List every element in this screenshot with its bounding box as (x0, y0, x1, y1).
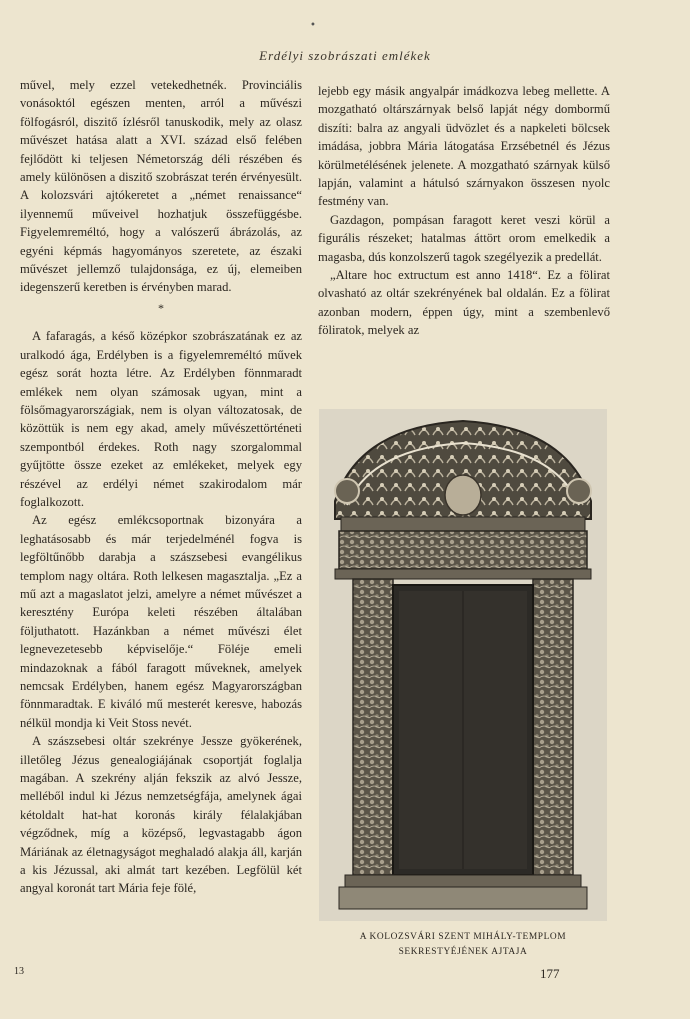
right-paragraph-3: „Altare hoc extructum est anno 1418“. Ez a fölirat olvasható az oltár szekrényének bal oldalán. Ez a fölirat azonban modern, éppen úgy, mint a szembenlevő föliratok, melyek az (318, 268, 610, 338)
left-paragraph-1: művel, mely ezzel vetekedhetnék. Provinciális vonásoktól egészen menten, arról a művészi fölfogásról, diszitő ízlésről tanuskodik, mely az olasz művészet hatása alatt a XVI. század első felében fejlődött ki teljesen Németország déli részében és amely különösen a diszitő szobrászat terén érvényesült. A kolozsvári ajtókeretet a „német renaissance“ ilyennemű műveivel hozhatjuk összefüggésbe. Figyelemreméltó, hogy a valószerű ábrázolás, az egyéni képmás hagyományos szeretete, az északi művészet jellemző tulajdonsága, ez új, elemeiben idegenszerű keretben is érvényben marad. (20, 78, 302, 295)
left-paragraph-2: A fafaragás, a késő középkor szobrászatának ez az uralkodó ága, Erdélyben is a figyelemreméltó művek egész sorát hozta létre. Az Erdélyben fönnmaradt emlékek nem olyan számosak ugyan, mint a fölsőmagyarországiak, nem is olyan változatosak, de közöttük is nem egy akad, amely művészettörténeti szempontból érdekes. Roth nagy szorgalommal gyűjtötte össze ezeket az emlékeket, melyek egy részével az erdélyi német szakirodalom már foglalkozott. (20, 329, 302, 509)
doorway-photograph (319, 409, 607, 921)
right-column (318, 82, 610, 340)
printer-mark: • (310, 20, 316, 31)
right-paragraph-1: lejebb egy másik angyalpár imádkozva lebeg mellette. A mozgatható oltárszárnyak belső lapját négy dombormű diszíti: balra az angyali üdvözlet és a napkeleti bölcsek imádása, jobbra Mária látogatása Erzsébetnél és Jézus körülmetélésének jelenete. A mozgatható szárnyak külső lapján, valamint a hátulsó szárnyakon összesen nyolc festmény van. (318, 84, 610, 209)
caption-line-1: A KOLOZSVÁRI SZENT MIHÁLY-TEMPLOM (359, 932, 567, 942)
right-paragraph-2: Gazdagon, pompásan faragott keret veszi körül a figurális részeket; hatalmas áttört orom emelkedik a magasba, dús konzolszerű tagok szegélyezik a predellát. (318, 212, 610, 264)
carved-door-frame-illustration (319, 409, 607, 921)
figure-caption (319, 930, 607, 960)
page-number: 177 (540, 966, 560, 981)
caption-line-2: SEKRESTYÉJÉNEK AJTAJA (398, 947, 528, 957)
left-paragraph-3: Az egész emlékcsoportnak bizonyára a leghatásosabb és már terjedelménél fogva is legföltűnőbb darabja a szászsebesi evangélikus templom nagy oltára. Roth lelkesen magasztalja. „Ez a mű azt a magaslatot jelzi, amelyre a német művészet a keresztény Európa keleti részében általában följuthatott. Hazánkban a német művészi élet legnevezetesebb képviselője.“ Föléje emeli mindazoknak a fából faragott műveknek, amelyek nemcsak Erdélyben, hanem egész Magyarországban fönnmaradtak. E kiváló mű mesterét keresve, habozás nélkül mondja ki Veit Stoss nevét. (20, 513, 302, 730)
signature-number: 13 (14, 966, 24, 977)
left-column (20, 76, 302, 898)
running-header: Erdélyi szobrászati emlékek (259, 48, 431, 63)
left-paragraph-4: A szászsebesi oltár szekrénye Jessze gyökerének, illetőleg Jézus genealogiájának csoportját foglalja magában. A szekrény alján fekszik az alvó Jessze, melléből indul ki Jézus nemzetségfája, amelynek ágai kétoldalt hat-hat koronás király félalakjában végződnek, míg a középső, legvastagabb ágon Máriának az életnagyságot meghaladó alakja áll, karján a kis Jézussal, aki almát tart kezében. Legfölül két angyal koronát tart Mária feje fölé, (20, 734, 302, 896)
section-divider: * (158, 300, 164, 315)
